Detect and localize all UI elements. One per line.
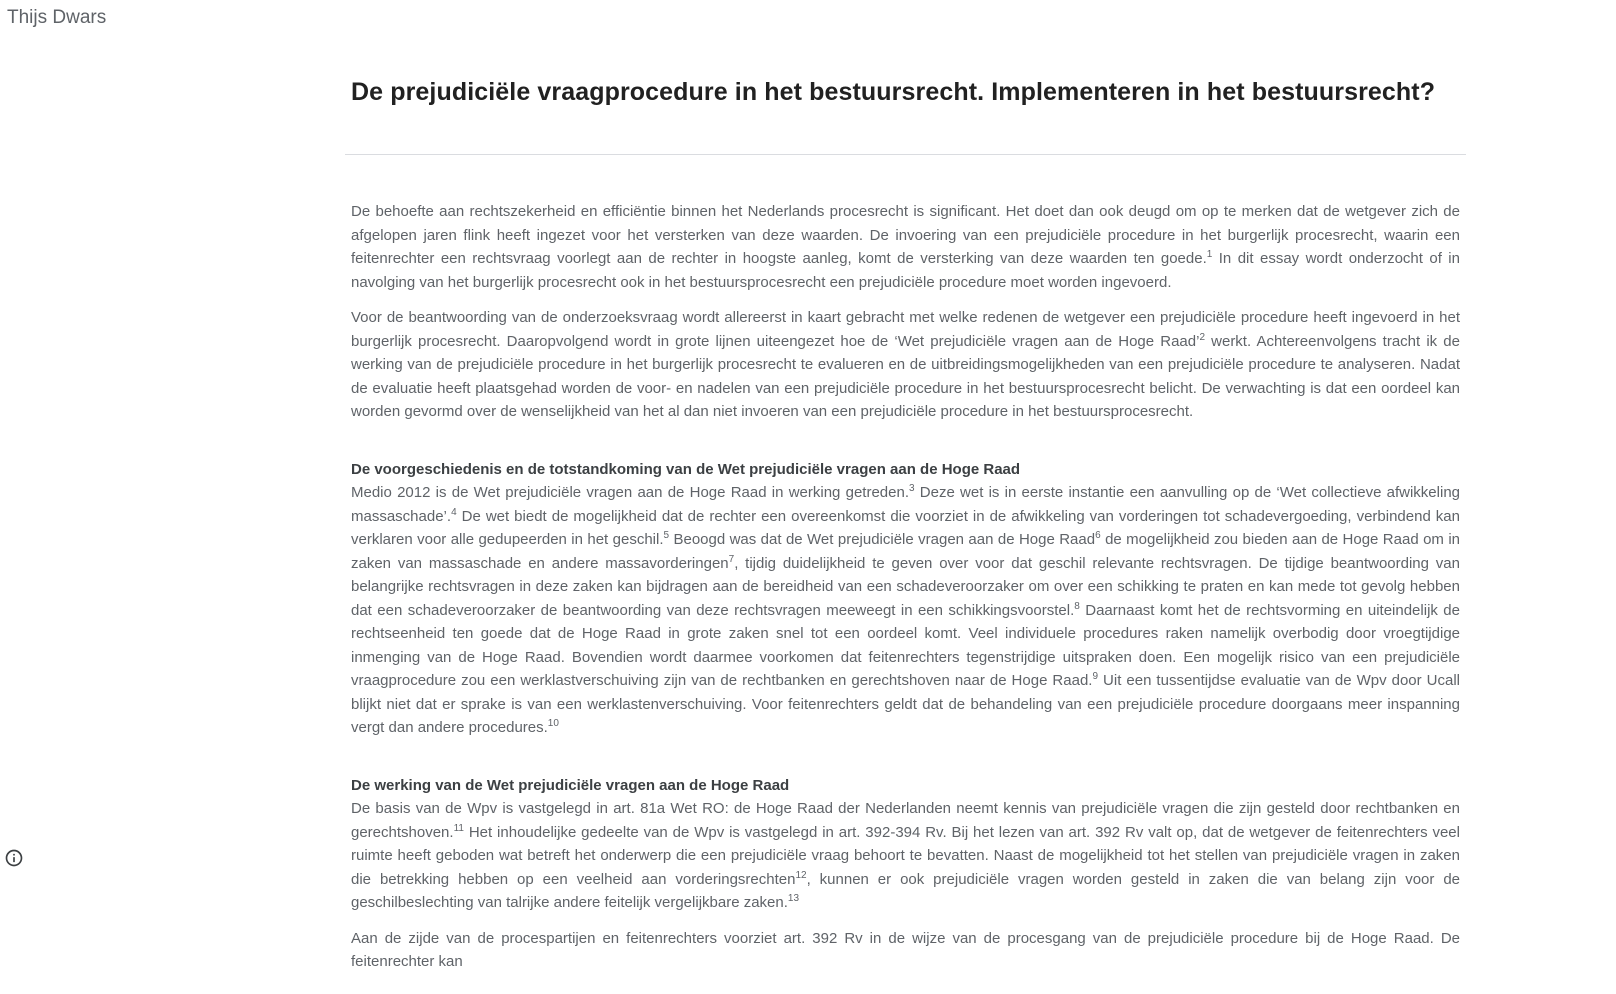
footnote-ref: 8 [1074, 600, 1080, 612]
footnote-ref: 1 [1206, 249, 1213, 260]
page-info-button[interactable] [2, 846, 26, 870]
site-name[interactable]: Thijs Dwars [7, 7, 107, 28]
section-werking [345, 774, 1466, 915]
essay-body [345, 200, 1466, 974]
footnote-ref: 5 [663, 530, 670, 541]
footnote-ref: 12 [795, 869, 807, 881]
footnote-ref: 9 [1092, 671, 1099, 682]
footnote-ref: 11 [453, 822, 464, 834]
paragraph-approach: Voor de beantwoording van de onderzoeksvraag wordt allereerst in kaart gebracht met welke redenen de wetgever een prejudiciële procedure heeft ingevoerd in het burgerlijk procesrecht. Daaropvolgend wordt in grote lijnen uiteengezet hoe de ‘Wet prejudiciële vragen aan de Hoge Raad’$^2$ werkt. Achtereenvolgens tracht ik de werking van de prejudiciële procedure in het burgerlijk procesrecht te evalueren en de uitbreidingsmogelijkheden van een prejudiciële procedure te analyseren. Nadat de evaluatie heeft plaatsgehad worden de voor- en nadelen van een prejudiciële procedure in het bestuursprocesrecht belicht. De verwachting is dat een oordeel kan worden gevormd over de wenselijkheid van het al dan niet invoeren van een prejudiciële procedure in het bestuursprocesrecht. [351, 309, 1460, 420]
section-voorgeschiedenis [345, 458, 1466, 740]
footnote-ref: 3 [909, 483, 915, 494]
footnote-ref: 4 [451, 506, 457, 518]
footnote-ref: 7 [728, 553, 735, 565]
section-heading-werking: De werking van de Wet prejudiciële vragen aan de Hoge Raad [351, 776, 790, 794]
footnote-ref: 6 [1095, 530, 1101, 541]
footnote-ref: 13 [787, 893, 800, 904]
paragraph-intro: De behoefte aan rechtszekerheid en efficiëntie binnen het Nederlands procesrecht is significant. Het doet dan ook deugd om op te merken dat de wetgever zich de afgelopen jaren flink heeft ingezet voor het versterken van deze waarden. De invoering van een prejudiciële procedure in het burgerlijk procesrecht, waarin een feitenrechter een rechtsvraag voorlegt aan de rechter in hoogste aanleg, komt de versterking van deze waarden ten goede.$^1$ In dit essay wordt onderzocht of in navolging van het burgerlijk procesrecht ook in het bestuursprocesrecht een prejudiciële procedure moet worden ingevoerd. [351, 203, 1460, 291]
paragraph-procesgang: Aan de zijde van de procespartijen en feitenrechters voorziet art. 392 Rv in de wijze van de procesgang van de prejudiciële procedure bij de Hoge Raad. De feitenrechter kan [351, 929, 1460, 970]
site-header [0, 0, 1616, 40]
page-content [345, 76, 1466, 974]
section-heading-voorgeschiedenis: De voorgeschiedenis en de totstandkoming van de Wet prejudiciële vragen aan de Hoge Raad [351, 460, 1021, 478]
paragraph-voorgeschiedenis: Medio 2012 is de Wet prejudiciële vragen aan de Hoge Raad in werking getreden.$^3$ Deze wet is in eerste instantie een aanvulling op de ‘Wet collectieve afwikkeling massaschade’.$^4$ De wet biedt de mogelijkheid dat de rechter een overeenkomst die voorziet in de afwikkeling van vorderingen tot schadevergoeding, verbindend kan verklaren voor alle gedupeerden in het geschil.$^5$ Beoogd was dat de Wet prejudiciële vragen aan de Hoge Raad$^6$ de mogelijkheid zou bieden aan de Hoge Raad om in zaken van massaschade en andere massavorderingen$^7$, tijdig duidelijkheid te geven over voor dat geschil relevante rechtsvragen. De tijdige beantwoording van belangrijke rechtsvragen in deze zaken kan bijdragen aan de bereidheid van een schadeveroorzaker om over een schikking te praten en kan mede tot gevolg hebben dat een schadeveroorzaker de beantwoording van deze rechtsvragen meeweegt in een schikkingsvoorstel.$^8$ Daarnaast komt het de rechtsvorming en uiteindelijk de rechtseenheid ten goede dat de Hoge Raad in grote zaken snel tot een oordeel komt. Veel individuele procedures raken namelijk overbodig door vroegtijdige inmenging van de Hoge Raad. Bovendien wordt daarmee voorkomen dat feitenrechters tegenstrijdige uitspraken doen. Een mogelijk risico van een prejudiciële vraagprocedure zou een werklastverschuiving zijn van de rechtbanken en gerechtshoven naar de Hoge Raad.$^9$ Uit een tussentijdse evaluatie van de Wpv door Ucall blijkt niet dat er sprake is van een werklastenverschuiving. Voor feitenrechters geldt dat de behandeling van een prejudiciële procedure doorgaans meer inspanning vergt dan andere procedures.$^{10}$ [351, 483, 1461, 736]
page-title: De prejudiciële vraagprocedure in het bestuursrecht. Implementeren in het bestuursrecht? [351, 78, 1436, 106]
footnote-ref: 2 [1199, 331, 1205, 343]
info-icon [4, 848, 24, 868]
paragraph-werking: De basis van de Wpv is vastgelegd in art. 81a Wet RO: de Hoge Raad der Nederlanden neemt kennis van prejudiciële vragen die zijn gesteld door rechtbanken en gerechtshoven.$^{11}$ Het inhoudelijke gedeelte van de Wpv is vastgelegd in art. 392-394 Rv. Bij het lezen van art. 392 Rv valt op, dat de wetgever de feitenrechters veel ruimte heeft geboden wat betreft het onderwerp die een prejudiciële vraag behoort te bevatten. Naast de mogelijkheid tot het stellen van prejudiciële vragen in zaken die betrekking hebben op een veelheid aan vorderingsrechten$^{12}$, kunnen er ook prejudiciële vragen worden gesteld in zaken die van belang zijn voor de geschilbeslechting van talrijke andere feitelijk vergelijkbare zaken.$^{13}$ [351, 800, 1460, 911]
footnote-ref: 10 [547, 718, 559, 729]
title-divider [345, 154, 1466, 155]
